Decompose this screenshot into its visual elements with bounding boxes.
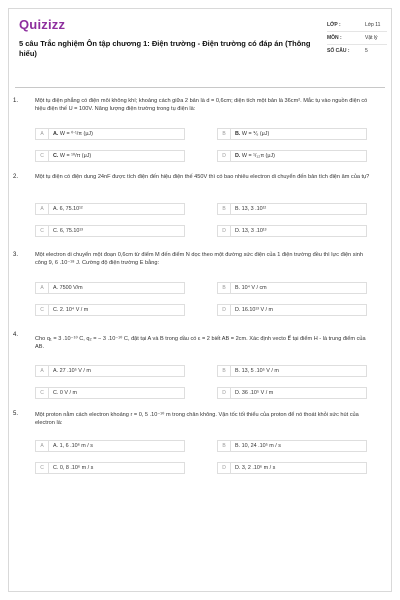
meta-label: SỐ CÂU : bbox=[327, 48, 350, 54]
option-b[interactable] bbox=[217, 203, 367, 215]
worksheet-title: 5 câu Trắc nghiệm Ôn tập chương 1: Điện trường - Điện trường có đáp án (Thông hiểu) bbox=[19, 39, 311, 58]
meta-row-class bbox=[327, 19, 387, 32]
option-letter: C bbox=[36, 388, 49, 398]
option-d[interactable] bbox=[217, 150, 367, 162]
option-text: A. 27 .10⁵ V / m bbox=[53, 368, 91, 374]
option-c[interactable] bbox=[35, 150, 185, 162]
header-divider bbox=[15, 87, 385, 88]
option-text: A. 6, 75.10¹² bbox=[53, 206, 83, 212]
meta-value: Lớp 11 bbox=[365, 22, 381, 28]
option-text: W = ¹/₁₂π (μJ) bbox=[241, 153, 275, 159]
option-letter: B bbox=[218, 366, 231, 376]
option-c[interactable] bbox=[35, 304, 185, 316]
option-d[interactable] bbox=[217, 225, 367, 237]
option-text: D. 16.10¹³ V / m bbox=[235, 307, 274, 313]
question-number: 2. bbox=[13, 174, 19, 180]
option-letter: B bbox=[218, 204, 231, 214]
option-text: A. 7500 V/m bbox=[53, 285, 83, 291]
option-text: W = ⁰⋅¹/π (μJ) bbox=[59, 131, 93, 137]
option-key: D. bbox=[235, 153, 241, 159]
option-a[interactable] bbox=[35, 128, 185, 140]
option-key: C. bbox=[53, 153, 59, 159]
option-text: B. 13, 3 .10¹² bbox=[235, 206, 267, 212]
option-a[interactable] bbox=[35, 282, 185, 294]
option-letter: C bbox=[36, 305, 49, 315]
quizizz-logo: Quizizz bbox=[19, 17, 66, 32]
meta-label: MÔN : bbox=[327, 35, 342, 41]
option-letter: C bbox=[36, 151, 49, 161]
option-text: C. 0, 8 .10⁶ m / s bbox=[53, 465, 94, 471]
option-a[interactable] bbox=[35, 365, 185, 377]
option-text: C. 0 V / m bbox=[53, 390, 77, 396]
option-a[interactable] bbox=[35, 440, 185, 452]
option-text: C. 2. 10⁴ V / m bbox=[53, 307, 89, 313]
option-d[interactable] bbox=[217, 462, 367, 474]
question-text: Một electron di chuyển một đoạn 0,6cm từ điểm M đến điểm N dọc theo một đường sức điện của 1 điện trường đều thì lực điện sinh công 9, 6 .10⁻¹⁸ J. Cường độ điện trường E bằng: bbox=[35, 252, 363, 266]
question-number: 5. bbox=[13, 411, 19, 417]
option-d[interactable] bbox=[217, 387, 367, 399]
option-letter: D bbox=[218, 463, 231, 473]
option-letter: A bbox=[36, 366, 49, 376]
meta-row-subject bbox=[327, 32, 387, 45]
option-letter: B bbox=[218, 283, 231, 293]
option-b[interactable] bbox=[217, 128, 367, 140]
question-text: Cho q₁ = 3 .10⁻¹⁰ C, q₂ = − 3 .10⁻¹⁰ C, đặt tại A và B trong dầu có ε = 2 biết AB = 2cm. Xác định vecto E⃗ tại điểm H - là trung điểm của AB. bbox=[35, 336, 366, 350]
option-letter: A bbox=[36, 283, 49, 293]
meta-row-count bbox=[327, 45, 387, 57]
question-number: 4. bbox=[13, 332, 19, 338]
meta-panel bbox=[327, 19, 387, 57]
option-text: D. 13, 3 .10¹³ bbox=[235, 228, 267, 234]
option-b[interactable] bbox=[217, 440, 367, 452]
option-text: C. 6, 75.10¹³ bbox=[53, 228, 83, 234]
option-letter: A bbox=[36, 129, 49, 139]
option-text: B. 13, 5 .10⁵ V / m bbox=[235, 368, 279, 374]
option-letter: B bbox=[218, 441, 231, 451]
worksheet-page bbox=[8, 8, 392, 592]
option-letter: D bbox=[218, 226, 231, 236]
option-text: D. 36 .10⁵ V / m bbox=[235, 390, 274, 396]
option-c[interactable] bbox=[35, 225, 185, 237]
option-d[interactable] bbox=[217, 304, 367, 316]
meta-value: 5 bbox=[365, 48, 368, 54]
option-text: B. 10, 24 .10⁵ m / s bbox=[235, 443, 281, 449]
option-c[interactable] bbox=[35, 387, 185, 399]
option-a[interactable] bbox=[35, 203, 185, 215]
option-letter: A bbox=[36, 204, 49, 214]
meta-value: Vật lý bbox=[365, 35, 378, 41]
question-number: 3. bbox=[13, 252, 19, 258]
option-text: B. 10⁴ V / cm bbox=[235, 285, 267, 291]
question-text: Một tụ điện có điện dung 24nF được tích điện đến hiệu điện thế 450V thì có bao nhiêu electron di chuyển đến bản tích điện âm của tụ? bbox=[35, 174, 370, 180]
option-text: D. 3, 2 .10⁶ m / s bbox=[235, 465, 276, 471]
option-key: A. bbox=[53, 131, 59, 137]
option-letter: B bbox=[218, 129, 231, 139]
option-text: W = ¹⁰/π (μJ) bbox=[59, 153, 92, 159]
option-key: B. bbox=[235, 131, 241, 137]
option-letter: D bbox=[218, 388, 231, 398]
option-text: A. 1, 6 .10⁶ m / s bbox=[53, 443, 93, 449]
option-letter: C bbox=[36, 463, 49, 473]
option-text: W = ⅟₆ (μJ) bbox=[241, 131, 270, 137]
option-letter: D bbox=[218, 151, 231, 161]
option-letter: D bbox=[218, 305, 231, 315]
option-b[interactable] bbox=[217, 282, 367, 294]
meta-label: LỚP : bbox=[327, 22, 341, 28]
option-c[interactable] bbox=[35, 462, 185, 474]
option-b[interactable] bbox=[217, 365, 367, 377]
question-number: 1. bbox=[13, 98, 19, 104]
question-text: Một proton nằm cách electron khoảng r = 0, 5 .10⁻¹⁰ m trong chân không. Vận tốc tối thiểu của proton để nó thoát khỏi sức hút của electron là: bbox=[35, 412, 359, 426]
option-letter: C bbox=[36, 226, 49, 236]
question-text: Một tụ điện phẳng có điện môi không khí; khoảng cách giữa 2 bản là d = 0,6cm; diện tích một bản là 36cm². Mắc tụ vào nguồn điện có hiệu điện thế U = 100V. Năng lượng điện trường trong tụ điện là: bbox=[35, 98, 368, 112]
option-letter: A bbox=[36, 441, 49, 451]
